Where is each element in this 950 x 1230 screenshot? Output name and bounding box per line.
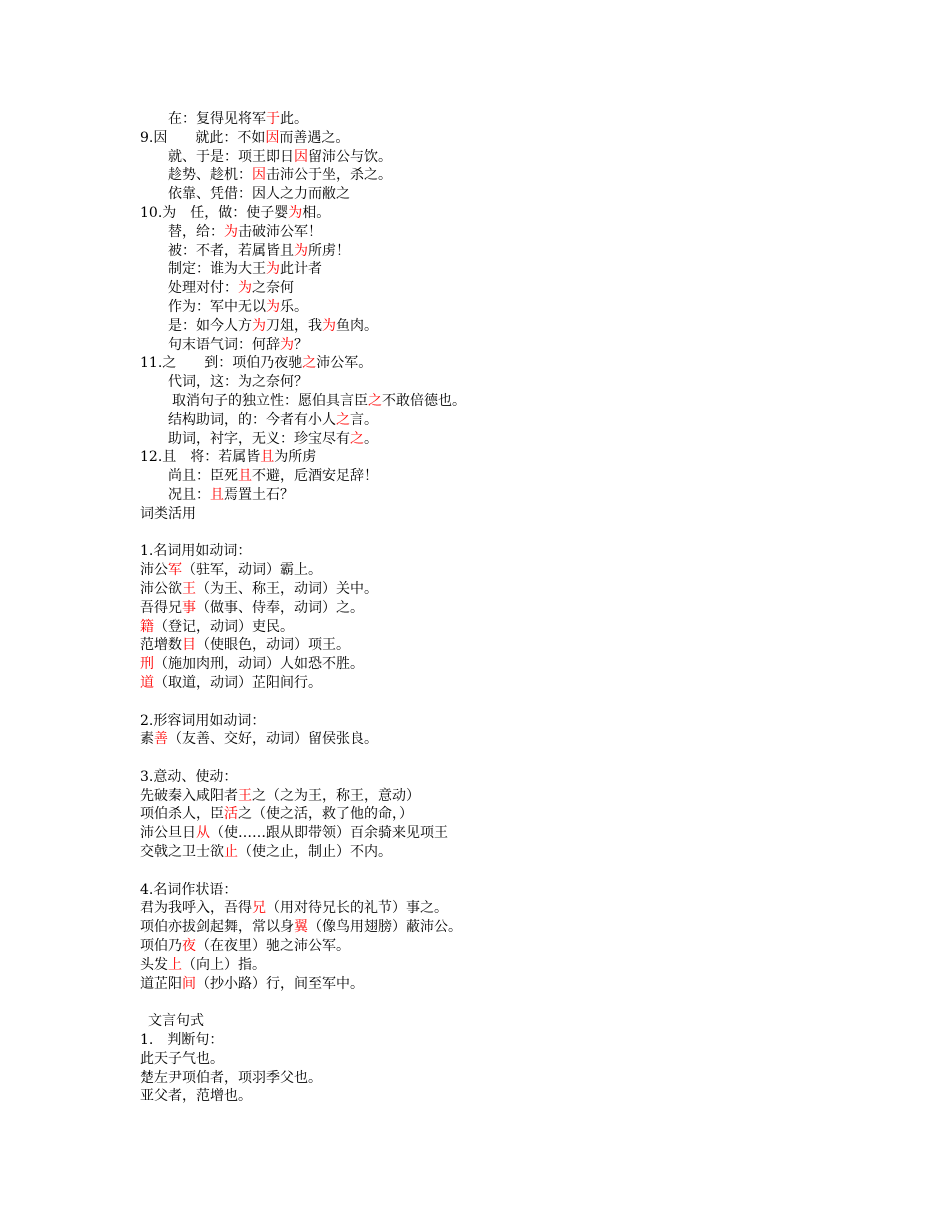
highlighted-word: 之	[336, 411, 350, 428]
text-span: （在夜里）驰之沛公军。	[196, 938, 350, 955]
text-line	[140, 505, 920, 524]
highlighted-word: 之	[368, 392, 382, 409]
text-span: 1.名词用如动词：	[140, 543, 252, 560]
highlighted-word: 因	[294, 148, 308, 165]
text-span: （为王、称王，动词）关中。	[196, 580, 378, 597]
text-line	[140, 712, 920, 731]
highlighted-word: 且	[210, 486, 224, 503]
text-span: 素	[140, 731, 154, 748]
text-span: 所虏！	[308, 242, 350, 259]
text-span: 言。	[350, 411, 378, 428]
text-line	[140, 373, 920, 392]
text-line	[140, 636, 920, 655]
highlighted-word: 为	[252, 317, 266, 334]
text-span: 之奈何	[252, 280, 294, 297]
text-span: 就、于是：项王即日	[168, 148, 294, 165]
text-span: 沛公欲	[140, 580, 182, 597]
text-line	[140, 204, 920, 223]
text-span: 焉置土石？	[224, 486, 294, 503]
text-line	[140, 223, 920, 242]
text-span: 亚父者，范增也。	[140, 1088, 252, 1105]
text-line	[140, 1031, 920, 1050]
text-line	[140, 1012, 920, 1031]
text-span: （使……跟从即带领）百余骑来见项王	[210, 825, 448, 842]
text-line	[140, 730, 920, 749]
text-span: （驻军，动词）霸上。	[182, 562, 322, 579]
text-line	[140, 392, 920, 411]
text-span: 助词，衬字，无义：珍宝尽有	[168, 430, 350, 447]
text-span: 是：如今人方	[168, 317, 252, 334]
text-span: 击破沛公军！	[238, 223, 322, 240]
text-span: （抄小路）行，间至军中。	[196, 975, 364, 992]
text-line	[140, 260, 920, 279]
text-span: 词类活用	[140, 505, 196, 522]
blank-line	[140, 993, 920, 1012]
text-span: 乐。	[280, 298, 308, 315]
text-span: 2.形容词用如动词：	[140, 712, 266, 729]
text-line	[140, 242, 920, 261]
highlighted-word: 为	[294, 242, 308, 259]
text-line	[140, 110, 920, 129]
highlighted-word: 王	[238, 787, 252, 804]
text-line	[140, 918, 920, 937]
highlighted-word: 夜	[182, 938, 196, 955]
text-line	[140, 1069, 920, 1088]
text-line	[140, 975, 920, 994]
text-line	[140, 580, 920, 599]
text-span: 11.之 到：项伯乃夜驰	[140, 355, 303, 372]
text-span: 沛公旦日	[140, 825, 196, 842]
text-span: 。	[364, 430, 378, 447]
highlighted-word: 为	[238, 280, 252, 297]
text-span: 被：不者，若属皆且	[168, 242, 294, 259]
text-line	[140, 561, 920, 580]
highlighted-word: 为	[224, 223, 238, 240]
highlighted-word: 活	[224, 806, 238, 823]
highlighted-word: 善	[154, 731, 168, 748]
text-span: 不避，卮酒安足辞！	[252, 468, 378, 485]
text-span: 吾得兄	[140, 599, 182, 616]
highlighted-word: 从	[196, 825, 210, 842]
text-span: 制定：谁为大王	[168, 261, 266, 278]
text-span: 此。	[280, 111, 308, 127]
text-span: （使之止，制止）不内。	[238, 844, 392, 861]
blank-line	[140, 862, 920, 881]
text-line	[140, 655, 920, 674]
text-span: （取道，动词）芷阳间行。	[154, 674, 322, 691]
text-span: 处理对付：	[168, 280, 238, 297]
highlighted-word: 目	[182, 637, 196, 654]
text-span: 4.名词作状语：	[140, 881, 238, 898]
text-span: 替，给：	[168, 223, 224, 240]
text-line	[140, 336, 920, 355]
text-line	[140, 148, 920, 167]
highlighted-word: 为	[280, 336, 294, 353]
highlighted-word: 为	[288, 204, 303, 221]
text-span: 头发	[140, 956, 168, 973]
text-span: 依靠、凭借：因人之力而敝之	[168, 186, 350, 203]
text-line	[140, 768, 920, 787]
text-line	[140, 824, 920, 843]
text-span: 鱼肉。	[336, 317, 378, 334]
text-span: 结构助词，的：今者有小人	[168, 411, 336, 428]
text-line	[140, 805, 920, 824]
highlighted-word: 上	[168, 956, 182, 973]
text-line	[140, 185, 920, 204]
highlighted-word: 道	[140, 674, 154, 691]
text-span: 相。	[302, 204, 331, 221]
text-line	[140, 843, 920, 862]
text-line	[140, 317, 920, 336]
highlighted-word: 事	[182, 599, 196, 616]
text-span: 况且：	[168, 486, 210, 503]
text-span: 9.因 就此：不如	[140, 129, 266, 146]
text-span: 尚且：臣死	[168, 468, 238, 485]
text-span: 交戟之卫士欲	[140, 844, 224, 861]
highlighted-word: 之	[350, 430, 364, 447]
text-line	[140, 279, 920, 298]
text-line	[140, 166, 920, 185]
text-span: 10.为 任，做：使子婴	[140, 204, 289, 221]
text-line	[140, 467, 920, 486]
text-line	[140, 354, 920, 373]
text-span: 项伯亦拔剑起舞，常以身	[140, 919, 294, 936]
text-span: （像鸟用翅膀）蔽沛公。	[308, 919, 462, 936]
text-span: 12.且 将：若属皆	[140, 449, 261, 466]
highlighted-word: 王	[182, 580, 196, 597]
text-span: 不敢倍德也。	[382, 392, 466, 409]
text-span: 趁势、趁机：	[168, 167, 252, 184]
highlighted-word: 为	[266, 261, 280, 278]
text-line	[140, 881, 920, 900]
highlighted-word: 刑	[140, 656, 154, 673]
highlighted-word: 且	[260, 449, 275, 466]
text-span: 项伯乃	[140, 938, 182, 955]
text-span: 代词，这：为之奈何？	[168, 374, 308, 391]
text-span: （施加肉刑，动词）人如恐不胜。	[154, 656, 364, 673]
text-line	[140, 430, 920, 449]
text-span: 留沛公与饮。	[308, 148, 392, 165]
text-line	[140, 129, 920, 148]
blank-line	[140, 693, 920, 712]
text-line	[140, 899, 920, 918]
text-span: 而善遇之。	[279, 129, 350, 146]
text-span: 为所虏	[274, 449, 317, 466]
text-span: 君为我呼入，吾得	[140, 900, 252, 917]
text-span: 刀俎，我	[266, 317, 322, 334]
text-span: （用对待兄长的礼节）事之。	[266, 900, 448, 917]
text-span: 道芷阳	[140, 975, 182, 992]
text-span: （使眼色，动词）项王。	[196, 637, 350, 654]
text-span: 之（使之活，救了他的命，）	[238, 806, 413, 823]
highlighted-word: 翼	[294, 919, 308, 936]
text-span: 此计者	[280, 261, 322, 278]
highlighted-word: 军	[168, 562, 182, 579]
highlighted-word: 之	[302, 355, 317, 372]
blank-line	[140, 749, 920, 768]
text-span: 沛公军。	[316, 355, 373, 372]
text-span: 先破秦入咸阳者	[140, 787, 238, 804]
highlighted-word: 兄	[252, 900, 266, 917]
text-line	[140, 1050, 920, 1069]
highlighted-word: 止	[224, 844, 238, 861]
text-span: （向上）指。	[182, 956, 266, 973]
highlighted-word: 于	[266, 111, 280, 127]
highlighted-word: 为	[266, 298, 280, 315]
blank-line	[140, 524, 920, 543]
highlighted-word: 因	[252, 167, 266, 184]
text-span: 沛公	[140, 562, 168, 579]
text-span: 3.意动、使动：	[140, 768, 238, 785]
text-line	[140, 599, 920, 618]
text-span: 文言句式	[148, 1013, 204, 1030]
text-line	[140, 787, 920, 806]
text-line	[140, 618, 920, 637]
text-span: 作为：军中无以	[168, 298, 266, 315]
text-line	[140, 542, 920, 561]
text-span: 范增数	[140, 637, 182, 654]
highlighted-word: 且	[238, 468, 252, 485]
text-span: 楚左尹项伯者，项羽季父也。	[140, 1069, 322, 1086]
text-line	[140, 411, 920, 430]
document-body	[140, 110, 920, 1106]
text-line	[140, 298, 920, 317]
text-span: 取消句子的独立性：愿伯具言臣	[172, 392, 368, 409]
highlighted-word: 因	[265, 129, 280, 146]
highlighted-word: 籍	[140, 618, 154, 635]
text-span: （登记，动词）吏民。	[154, 618, 294, 635]
text-span: （做事、侍奉，动词）之。	[196, 599, 364, 616]
text-span: 之（之为王，称王，意动）	[252, 787, 420, 804]
highlighted-word: 为	[322, 317, 336, 334]
text-span: 在：复得见将军	[168, 111, 266, 127]
text-span: （友善、交好，动词）留侯张良。	[168, 731, 378, 748]
text-line	[140, 448, 920, 467]
text-span: 项伯杀人，臣	[140, 806, 224, 823]
text-line	[140, 937, 920, 956]
text-span: 击沛公于坐，杀之。	[266, 167, 392, 184]
highlighted-word: 间	[182, 975, 196, 992]
text-span: 1. 判断句：	[140, 1032, 224, 1049]
text-line	[140, 486, 920, 505]
text-span: 句末语气词：何辞	[168, 336, 280, 353]
text-span: 此天子气也。	[140, 1050, 224, 1067]
text-line	[140, 674, 920, 693]
text-line	[140, 1087, 920, 1106]
text-line	[140, 956, 920, 975]
text-span: ？	[294, 336, 308, 353]
